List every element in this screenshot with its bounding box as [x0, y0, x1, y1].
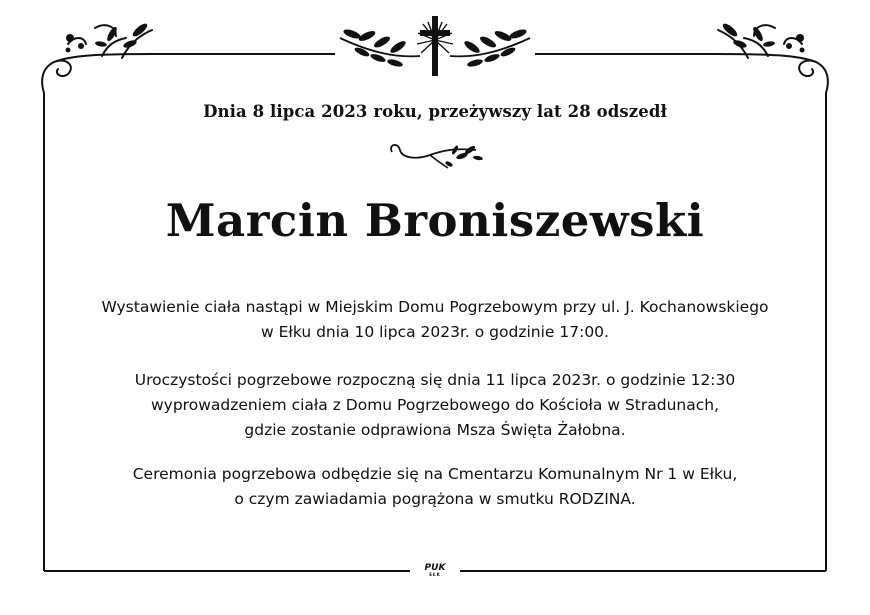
deceased-name: Marcin Broniszewski	[165, 194, 705, 247]
ceremony-line: Uroczystości pogrzebowe rozpoczną się dnia 11 lipca 2023r. o godzinie 12:30	[134, 371, 736, 389]
ceremony-line: gdzie zostanie odprawiona Msza Święta Żałobna.	[244, 421, 626, 439]
logo-sub-text: EŁK	[429, 572, 441, 577]
funeral-ceremony-paragraph	[0, 368, 870, 443]
logo-main-text: PUK	[424, 563, 446, 573]
burial-line: Ceremonia pogrzebowa odbędzie się na Cmentarzu Komunalnym Nr 1 w Ełku,	[132, 465, 738, 483]
leaf-divider-icon	[391, 145, 483, 168]
viewing-line: w Ełku dnia 10 lipca 2023r. o godzinie 17:00.	[261, 323, 609, 341]
viewing-line: Wystawienie ciała nastąpi w Miejskim Domu Pogrzebowym przy ul. J. Kochanowskiego	[101, 298, 769, 316]
burial-line: o czym zawiadamia pogrążona w smutku RODZINA.	[234, 490, 636, 508]
burial-paragraph	[0, 462, 870, 512]
laurel-right-icon	[450, 28, 530, 68]
laurel-left-icon	[340, 28, 420, 68]
death-announcement-headline: Dnia 8 lipca 2023 roku, przeżywszy lat 28 odszedł	[203, 102, 667, 121]
viewing-paragraph	[0, 295, 870, 345]
ceremony-line: wyprowadzeniem ciała z Domu Pogrzebowego do Kościoła w Stradunach,	[150, 396, 719, 414]
puk-logo	[416, 563, 454, 577]
